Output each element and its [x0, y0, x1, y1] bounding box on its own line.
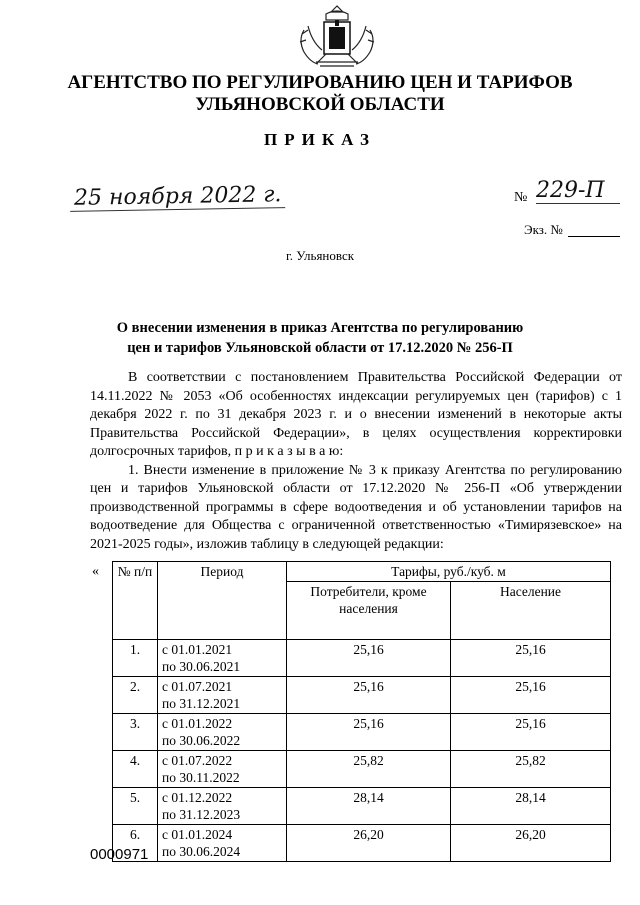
- row-period: [158, 825, 287, 862]
- row-period: [158, 714, 287, 751]
- row-consumers-tariff: 25,82: [287, 751, 451, 788]
- document-type: ПРИКАЗ: [264, 130, 376, 149]
- row-consumers-tariff: 25,16: [287, 677, 451, 714]
- subject-line2: цен и тарифов Ульяновской области от 17.12.2020 № 256-П: [127, 340, 513, 356]
- row-consumers-tariff: 25,16: [287, 640, 451, 677]
- row-population-tariff: 28,14: [451, 788, 611, 825]
- row-population-tariff: 25,16: [451, 677, 611, 714]
- row-number: 4.: [113, 751, 158, 788]
- row-number: 3.: [113, 714, 158, 751]
- period-to: по 30.06.2022: [162, 733, 241, 748]
- table-row: [113, 788, 611, 825]
- number-prefix: №: [514, 190, 528, 205]
- row-period: [158, 751, 287, 788]
- row-number: 5.: [113, 788, 158, 825]
- body-text: [90, 369, 622, 554]
- paragraph-preamble: В соответствии с постановлением Правительства Российской Федерации от 14.11.2022 № 2053 «Об особенностях индексации регулируемых цен (тарифов) с 1 декабря 2022 г. по 31 декабря 2023 г. и о внесении изменений в некоторые акты Правительства Российской Федерации», в целях осуществления корректировки долгосрочных тарифов, п р и к а з ы в а ю:: [90, 370, 622, 459]
- tariff-table: [112, 561, 611, 862]
- row-population-tariff: 25,16: [451, 714, 611, 751]
- period-from: с 01.01.2022: [162, 716, 233, 731]
- period-from: с 01.07.2022: [162, 753, 233, 768]
- row-period: [158, 788, 287, 825]
- row-consumers-tariff: 28,14: [287, 788, 451, 825]
- header-tariffs: Тарифы, руб./куб. м: [287, 562, 611, 582]
- header-consumers: Потребители, кроме населения: [287, 582, 451, 640]
- period-from: с 01.07.2021: [162, 679, 233, 694]
- copy-number-line: [568, 236, 620, 237]
- period-to: по 30.06.2024: [162, 844, 241, 859]
- coat-of-arms-icon: [296, 4, 378, 76]
- paragraph-item-1: 1. Внести изменение в приложение № 3 к приказу Агентства по регулированию цен и тарифов Ульяновской области от 17.12.2020 № 256-П «Об утверждении производственной программы в сфере водоотведения и об установлении тарифов на водоотведение для Общества с ограниченной ответственностью «Тимирязевское» на 2021-2025 годы», изложив таблицу в следующей редакции:: [90, 462, 622, 552]
- copy-label: Экз. №: [524, 222, 563, 237]
- period-from: с 01.01.2024: [162, 827, 233, 842]
- table-row: [113, 714, 611, 751]
- row-population-tariff: 25,82: [451, 751, 611, 788]
- table-header-row: [113, 562, 611, 582]
- row-period: [158, 677, 287, 714]
- row-number: 6.: [113, 825, 158, 862]
- row-number: 1.: [113, 640, 158, 677]
- row-number: 2.: [113, 677, 158, 714]
- period-from: с 01.01.2021: [162, 642, 233, 657]
- opening-quote: «: [92, 564, 99, 579]
- row-population-tariff: 25,16: [451, 640, 611, 677]
- row-consumers-tariff: 25,16: [287, 714, 451, 751]
- org-name-line1: АГЕНТСТВО ПО РЕГУЛИРОВАНИЮ ЦЕН И ТАРИФОВ: [67, 72, 573, 93]
- org-name-line2: УЛЬЯНОВСКОЙ ОБЛАСТИ: [195, 94, 445, 115]
- table-row: [113, 677, 611, 714]
- tariff-rows: [113, 640, 611, 862]
- period-to: по 30.11.2022: [162, 770, 240, 785]
- header-population: Население: [451, 582, 611, 640]
- row-consumers-tariff: 26,20: [287, 825, 451, 862]
- period-to: по 31.12.2023: [162, 807, 241, 822]
- period-from: с 01.12.2022: [162, 790, 233, 805]
- period-to: по 30.06.2021: [162, 659, 241, 674]
- order-number: 229-П: [536, 178, 620, 204]
- document-code: 0000971: [90, 846, 149, 863]
- subject-line1: О внесении изменения в приказ Агентства по регулированию: [116, 320, 524, 336]
- city: г. Ульяновск: [285, 248, 355, 263]
- row-period: [158, 640, 287, 677]
- table-row: [113, 640, 611, 677]
- table-row: [113, 751, 611, 788]
- header-num: № п/п: [113, 562, 158, 640]
- period-to: по 31.12.2021: [162, 696, 241, 711]
- table-row: [113, 825, 611, 862]
- order-date: 25 ноября 2022 г.: [70, 182, 286, 212]
- row-population-tariff: 26,20: [451, 825, 611, 862]
- header-period: Период: [158, 562, 287, 640]
